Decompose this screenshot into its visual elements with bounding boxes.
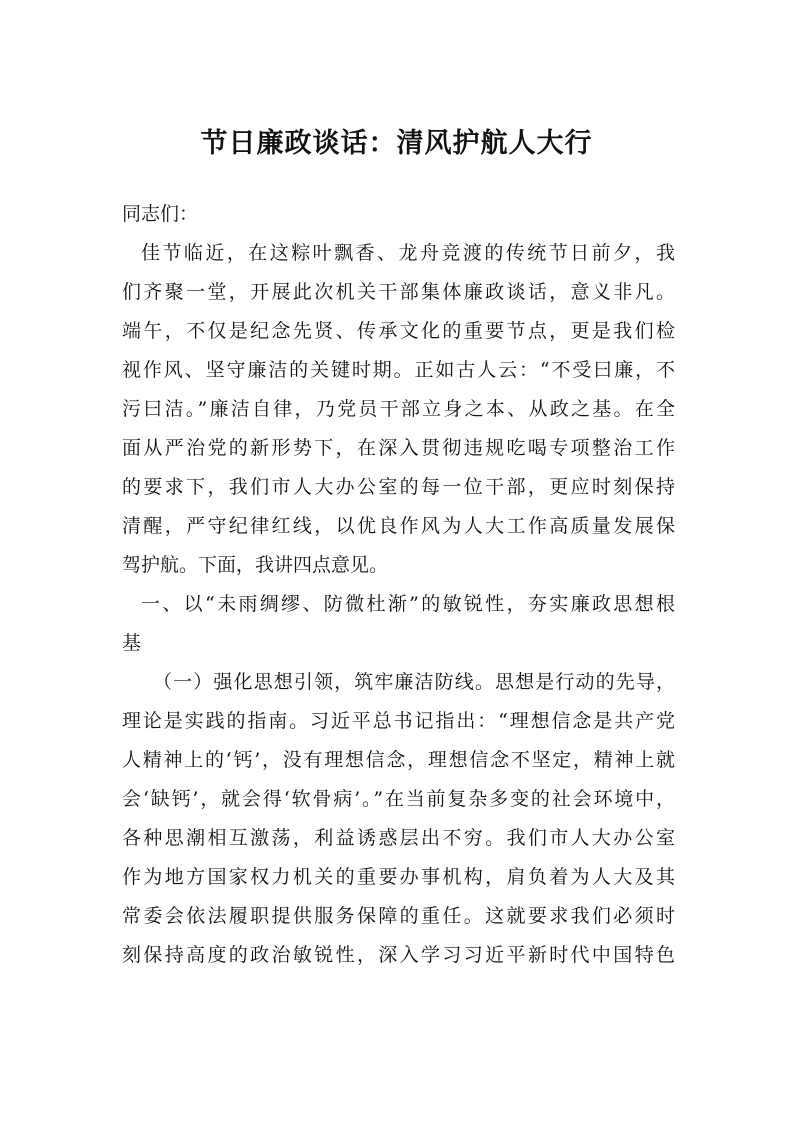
- paragraph-line: 作为地方国家权力机关的重要办事机构，肩负着为人大及其: [122, 866, 675, 888]
- paragraph-line: 面从严治党的新形势下，在深入贯彻违规吃喝专项整治工作: [122, 437, 675, 459]
- paragraph-line: 污曰洁。”廉洁自律，乃党员干部立身之本、从政之基。在全: [122, 398, 675, 420]
- paragraph-line: 会‘缺钙’，就会得‘软骨病’。”在当前复杂多变的社会环境中，: [122, 788, 675, 810]
- document-title: 节日廉政谈话：清风护航人大行: [200, 128, 593, 159]
- paragraph-line: 人精神上的‘钙’，没有理想信念，理想信念不坚定，精神上就: [122, 749, 675, 771]
- paragraph-line: 理论是实践的指南。习近平总书记指出：“理想信念是共产党: [122, 710, 675, 732]
- paragraph-line: 视作风、坚守廉洁的关键时期。正如古人云：“不受曰廉，不: [122, 359, 675, 381]
- paragraph-line: 常委会依法履职提供服务保障的重任。这就要求我们必须时: [122, 905, 675, 927]
- paragraph-line: 佳节临近，在这粽叶飘香、龙舟竞渡的传统节日前夕，我: [141, 242, 675, 264]
- subsection-line: （一）强化思想引领，筑牢廉洁防线。思想是行动的先导，: [153, 671, 675, 693]
- paragraph-line: 刻保持高度的政治敏锐性，深入学习习近平新时代中国特色: [122, 944, 675, 966]
- section-heading-line: 基: [122, 632, 142, 654]
- paragraph-line: 驾护航。下面，我讲四点意见。: [122, 554, 389, 576]
- paragraph-line: 们齐聚一堂，开展此次机关干部集体廉政谈话，意义非凡。: [122, 281, 675, 303]
- paragraph-line: 的要求下，我们市人大办公室的每一位干部，更应时刻保持: [122, 476, 675, 498]
- paragraph-line: 清醒，严守纪律红线，以优良作风为人大工作高质量发展保: [122, 515, 675, 537]
- paragraph-line: 端午，不仅是纪念先贤、传承文化的重要节点，更是我们检: [122, 320, 675, 342]
- document-body: [122, 195, 675, 975]
- section-heading-line: 一、以“未雨绸缪、防微杜渐”的敏锐性，夯实廉政思想根: [141, 593, 675, 615]
- salutation-line: 同志们：: [122, 203, 199, 225]
- paragraph-line: 各种思潮相互激荡，利益诱惑层出不穷。我们市人大办公室: [122, 827, 675, 849]
